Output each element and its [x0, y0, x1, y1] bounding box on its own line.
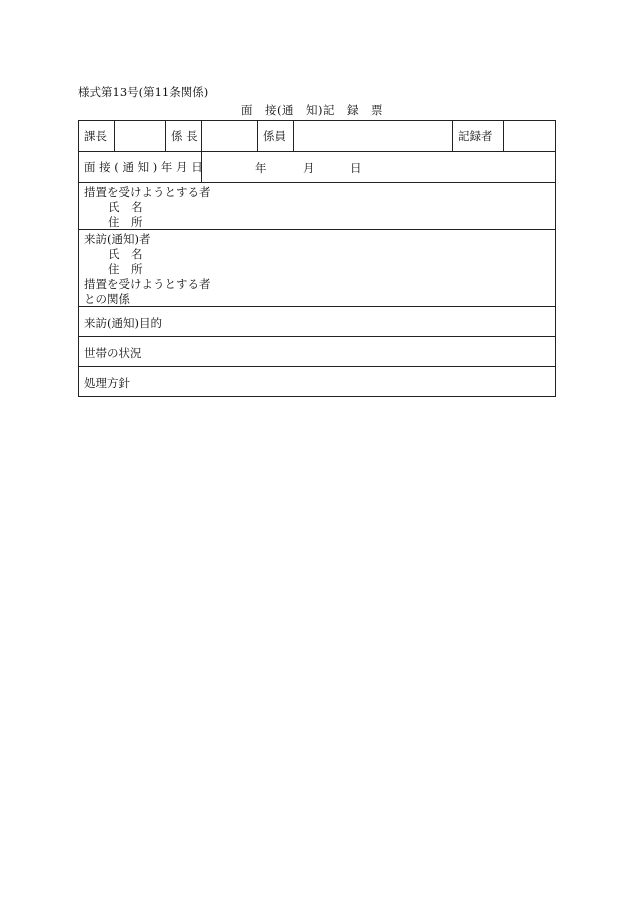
date-field[interactable] [202, 152, 555, 182]
year-label: 年 [255, 161, 267, 175]
form-title: 面 接(通 知)記 録 票 [241, 103, 383, 117]
month-label: 月 [303, 161, 315, 175]
date-row [79, 152, 555, 183]
visitor-section[interactable] [79, 230, 555, 307]
subject-address-label: 住 所 [108, 215, 143, 229]
subject-heading: 措置を受けようとする者 [84, 185, 211, 199]
subject-name-label: 氏 名 [108, 200, 143, 214]
purpose-row[interactable] [79, 307, 555, 337]
section-chief-stamp-box[interactable] [115, 121, 166, 151]
visitor-heading: 来訪(通知)者 [84, 232, 151, 246]
unit-chief-stamp-box[interactable] [202, 121, 258, 151]
date-label: 面 接 ( 通 知 ) 年 月 日 [79, 152, 202, 182]
form-number: 様式第13号(第11条関係) [78, 85, 209, 99]
visitor-address-label: 住 所 [108, 262, 143, 276]
staff-label: 係員 [258, 121, 294, 151]
unit-chief-label: 係 長 [166, 121, 202, 151]
disposition-label: 処理方針 [84, 376, 130, 390]
recorder-label: 記録者 [453, 121, 504, 151]
visitor-name-label: 氏 名 [108, 247, 143, 261]
subject-section[interactable] [79, 183, 555, 230]
staff-stamp-box[interactable] [294, 121, 453, 151]
disposition-row[interactable] [79, 367, 555, 396]
recorder-stamp-box[interactable] [504, 121, 555, 151]
day-label: 日 [350, 161, 362, 175]
approval-row [79, 121, 555, 152]
household-label: 世帯の状況 [84, 346, 142, 360]
record-table [78, 120, 556, 397]
household-row[interactable] [79, 337, 555, 367]
section-chief-label: 課長 [79, 121, 115, 151]
visitor-relation-label-1: 措置を受けようとする者 [84, 277, 211, 291]
visitor-relation-label-2: との関係 [84, 292, 130, 306]
purpose-label: 来訪(通知)目的 [84, 316, 162, 330]
